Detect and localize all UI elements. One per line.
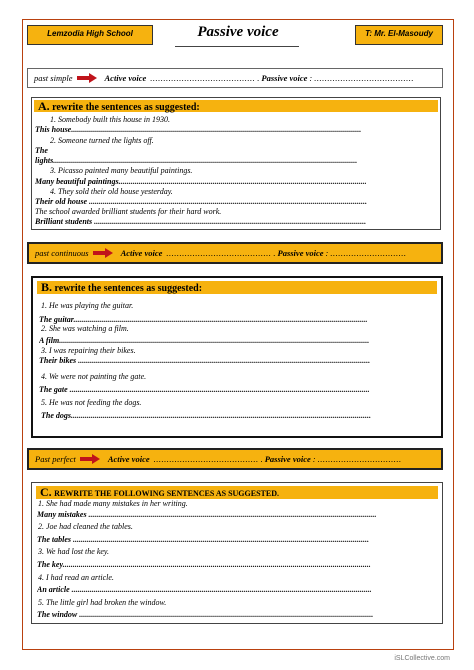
section-c-heading <box>36 486 438 499</box>
answer-line[interactable]: The key.......................................................................................................................................................... <box>37 560 371 569</box>
section-a-heading <box>34 100 438 112</box>
question-line: 3. I was repairing their bikes. <box>41 346 136 355</box>
answer-line[interactable]: The tables .................................................................................................................................................... <box>37 535 369 544</box>
answer-line[interactable]: Many mistakes ................................................................................................................................................ <box>37 510 377 519</box>
tense-label: past simple <box>34 73 73 83</box>
section-b <box>31 276 443 438</box>
passive-voice-blank[interactable]: ............................. <box>330 248 407 258</box>
answer-line[interactable]: Many beautiful paintings............................................................................................................................ <box>35 177 367 186</box>
answer-line[interactable]: The dogs...................................................................................................................................................... <box>41 411 371 420</box>
passive-voice-blank[interactable]: ................................ <box>317 454 402 464</box>
tense-bar-past-perfect <box>27 448 443 470</box>
section-c-letter: C. <box>40 485 52 499</box>
answer-line[interactable]: The guitar................................................................................................................................................... <box>39 315 368 324</box>
section-c-title: REWRITE THE FOLLOWING SENTENCES AS SUGGESTED. <box>54 489 279 498</box>
bar-separator: . <box>257 73 260 83</box>
question-line: 2. Joe had cleaned the tables. <box>38 522 133 531</box>
passive-voice-label: Passive voice <box>261 73 308 83</box>
active-voice-blank[interactable]: ........................................ <box>150 73 256 83</box>
watermark-footer: iSLCollective.com <box>394 655 450 662</box>
tense-bar-past-simple <box>27 68 443 88</box>
school-name-box <box>27 25 153 45</box>
active-voice-blank[interactable]: ........................................ <box>166 248 272 258</box>
active-voice-blank[interactable]: ........................................ <box>153 454 259 464</box>
school-name: Lemzodia High School <box>47 29 133 38</box>
answer-line[interactable]: The window ................................................................................................................................................... <box>37 610 374 619</box>
bar-separator: . <box>273 248 276 258</box>
question-line: 5. The little girl had broken the window. <box>38 598 167 607</box>
question-line: 3. Picasso painted many beautiful paintings. <box>50 166 193 175</box>
title-underline <box>175 46 299 47</box>
passive-voice-blank[interactable]: ...................................... <box>314 73 415 83</box>
answer-line[interactable]: lights........................................................................................................................................................ <box>35 156 358 165</box>
arrow-right-icon <box>80 454 100 464</box>
section-a-title: rewrite the sentences as suggested: <box>52 102 200 113</box>
question-line: 4. We were not painting the gate. <box>41 372 147 381</box>
question-line: 4. I had read an article. <box>38 573 114 582</box>
active-voice-label: Active voice <box>120 248 163 258</box>
teacher-box <box>355 25 443 45</box>
answer-line: The <box>35 146 48 155</box>
question-line: 1. Somebody built this house in 1930. <box>50 115 170 124</box>
passive-voice-label: Passive voice <box>264 454 311 464</box>
answer-line[interactable]: An article ...................................................................................................................................................... <box>37 585 372 594</box>
section-b-heading <box>37 281 437 294</box>
page-title: Passive voice <box>197 24 279 40</box>
answer-line[interactable]: This house................................................................................................................................................. <box>35 125 362 134</box>
answer-line[interactable]: Their bikes .................................................................................................................................................. <box>39 356 371 365</box>
question-line: The school awarded brilliant students for their hard work. <box>35 207 222 216</box>
section-b-letter: B. <box>41 280 53 294</box>
section-c <box>31 482 443 624</box>
question-line: 2. She was watching a film. <box>41 324 129 333</box>
answer-line[interactable]: Brilliant students ........................................................................................................................................ <box>35 217 367 226</box>
question-line: 1. He was playing the guitar. <box>41 301 134 310</box>
passive-voice-label: Passive voice <box>277 248 324 258</box>
tense-bar-past-continuous <box>27 242 443 264</box>
question-line: 5. He was not feeding the dogs. <box>41 398 142 407</box>
arrow-right-icon <box>77 73 97 83</box>
answer-line[interactable]: Their old house ........................................................................................................................................... <box>35 197 368 206</box>
bar-separator: . <box>260 454 263 464</box>
question-line: 2. Someone turned the lights off. <box>50 136 154 145</box>
tense-label: past continuous <box>35 248 89 258</box>
bar-colon: : <box>309 73 313 83</box>
bar-colon: : <box>312 454 316 464</box>
section-a-letter: A. <box>38 99 50 113</box>
active-voice-label: Active voice <box>104 73 147 83</box>
active-voice-label: Active voice <box>107 454 150 464</box>
question-line: 4. They sold their old house yesterday. <box>50 187 173 196</box>
answer-line[interactable]: The gate ...................................................................................................................................................... <box>39 385 370 394</box>
teacher-name: T: Mr. El-Masoudy <box>365 29 433 38</box>
section-a <box>31 97 441 230</box>
bar-colon: : <box>325 248 329 258</box>
section-b-title: rewrite the sentences as suggested: <box>54 283 203 294</box>
answer-line[interactable]: A film........................................................................................................................................................... <box>39 336 370 345</box>
arrow-right-icon <box>93 248 113 258</box>
tense-label: Past perfect <box>35 454 76 464</box>
question-line: 1. She had made many mistakes in her writing. <box>38 499 188 508</box>
question-line: 3. We had lost the key. <box>38 547 110 556</box>
